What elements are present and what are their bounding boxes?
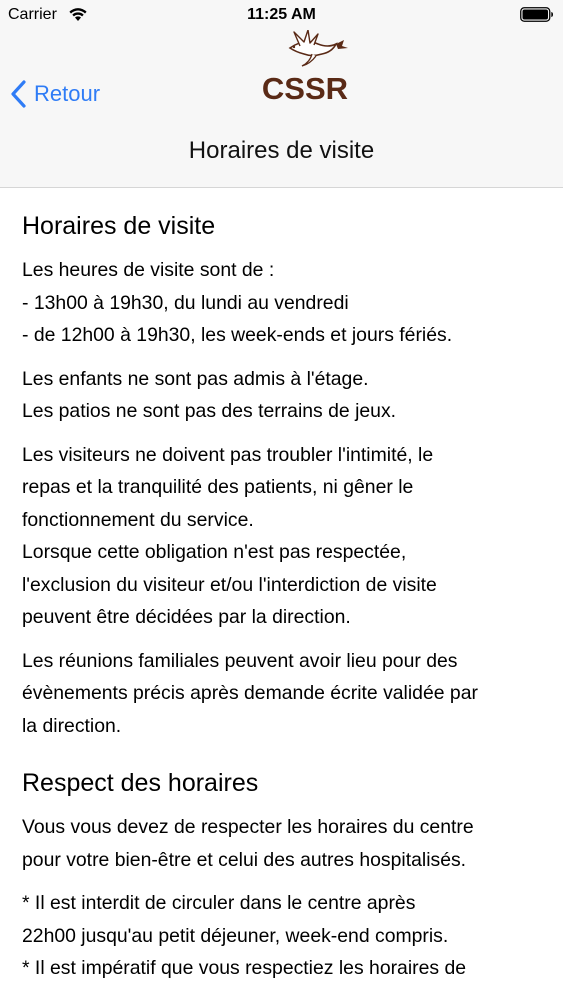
text-line: * Il est interdit de circuler dans le centre après bbox=[22, 892, 416, 914]
section-heading-visiting-hours: Horaires de visite bbox=[22, 212, 216, 240]
text-line: l'exclusion du visiteur et/ou l'interdiction de visite bbox=[22, 573, 437, 596]
paragraph bbox=[22, 645, 547, 743]
paragraph bbox=[22, 254, 547, 352]
text-line: fonctionnement du service. bbox=[22, 508, 254, 531]
text-line: Les patios ne sont pas des terrains de jeux. bbox=[22, 400, 397, 422]
status-time: 11:25 AM bbox=[247, 6, 316, 23]
text-line: repas et la tranquilité des patients, ni gêner le bbox=[22, 476, 414, 498]
paragraph bbox=[22, 363, 547, 428]
text-line: pour votre bien-être et celui des autres hospitalisés. bbox=[22, 848, 467, 871]
paragraph bbox=[22, 439, 547, 634]
text-line: Lorsque cette obligation n'est pas respectée, bbox=[22, 541, 407, 563]
back-label: Retour bbox=[34, 81, 101, 106]
text-line: 22h00 jusqu'au petit déjeuner, week-end compris. bbox=[22, 924, 449, 947]
text-line: peuvent être décidées par la direction. bbox=[22, 606, 351, 628]
text-line: Les heures de visite sont de : bbox=[22, 259, 275, 281]
text-line: la direction. bbox=[22, 714, 122, 737]
navigation-bar bbox=[0, 30, 563, 188]
text-line: Les visiteurs ne doivent pas troubler l'intimité, le bbox=[22, 443, 434, 466]
text-line: * Il est impératif que vous respectiez les horaires de bbox=[22, 957, 467, 979]
section-heading-respect-hours: Respect des horaires bbox=[22, 769, 259, 797]
text-line: évènements précis après demande écrite validée par bbox=[22, 682, 478, 704]
text-line: - 13h00 à 19h30, du lundi au vendredi bbox=[22, 291, 349, 314]
paragraph bbox=[22, 887, 547, 985]
cssr-logo bbox=[252, 30, 356, 116]
bird-icon bbox=[290, 30, 348, 66]
logo-text: CSSR bbox=[261, 71, 349, 106]
status-bar bbox=[0, 0, 563, 30]
content-area bbox=[22, 188, 547, 996]
battery-icon bbox=[520, 7, 554, 22]
text-line: Les enfants ne sont pas admis à l'étage. bbox=[22, 367, 369, 390]
text-line: Les réunions familiales peuvent avoir lieu pour des bbox=[22, 649, 458, 672]
text-line: - de 12h00 à 19h30, les week-ends et jours fériés. bbox=[22, 324, 453, 346]
text-line: Vous vous devez de respecter les horaires du centre bbox=[22, 816, 474, 838]
chevron-left-icon bbox=[10, 80, 28, 108]
page-title: Horaires de visite bbox=[188, 137, 375, 164]
paragraph bbox=[22, 811, 547, 876]
back-button[interactable] bbox=[10, 78, 100, 110]
carrier-label: Carrier bbox=[8, 6, 57, 23]
